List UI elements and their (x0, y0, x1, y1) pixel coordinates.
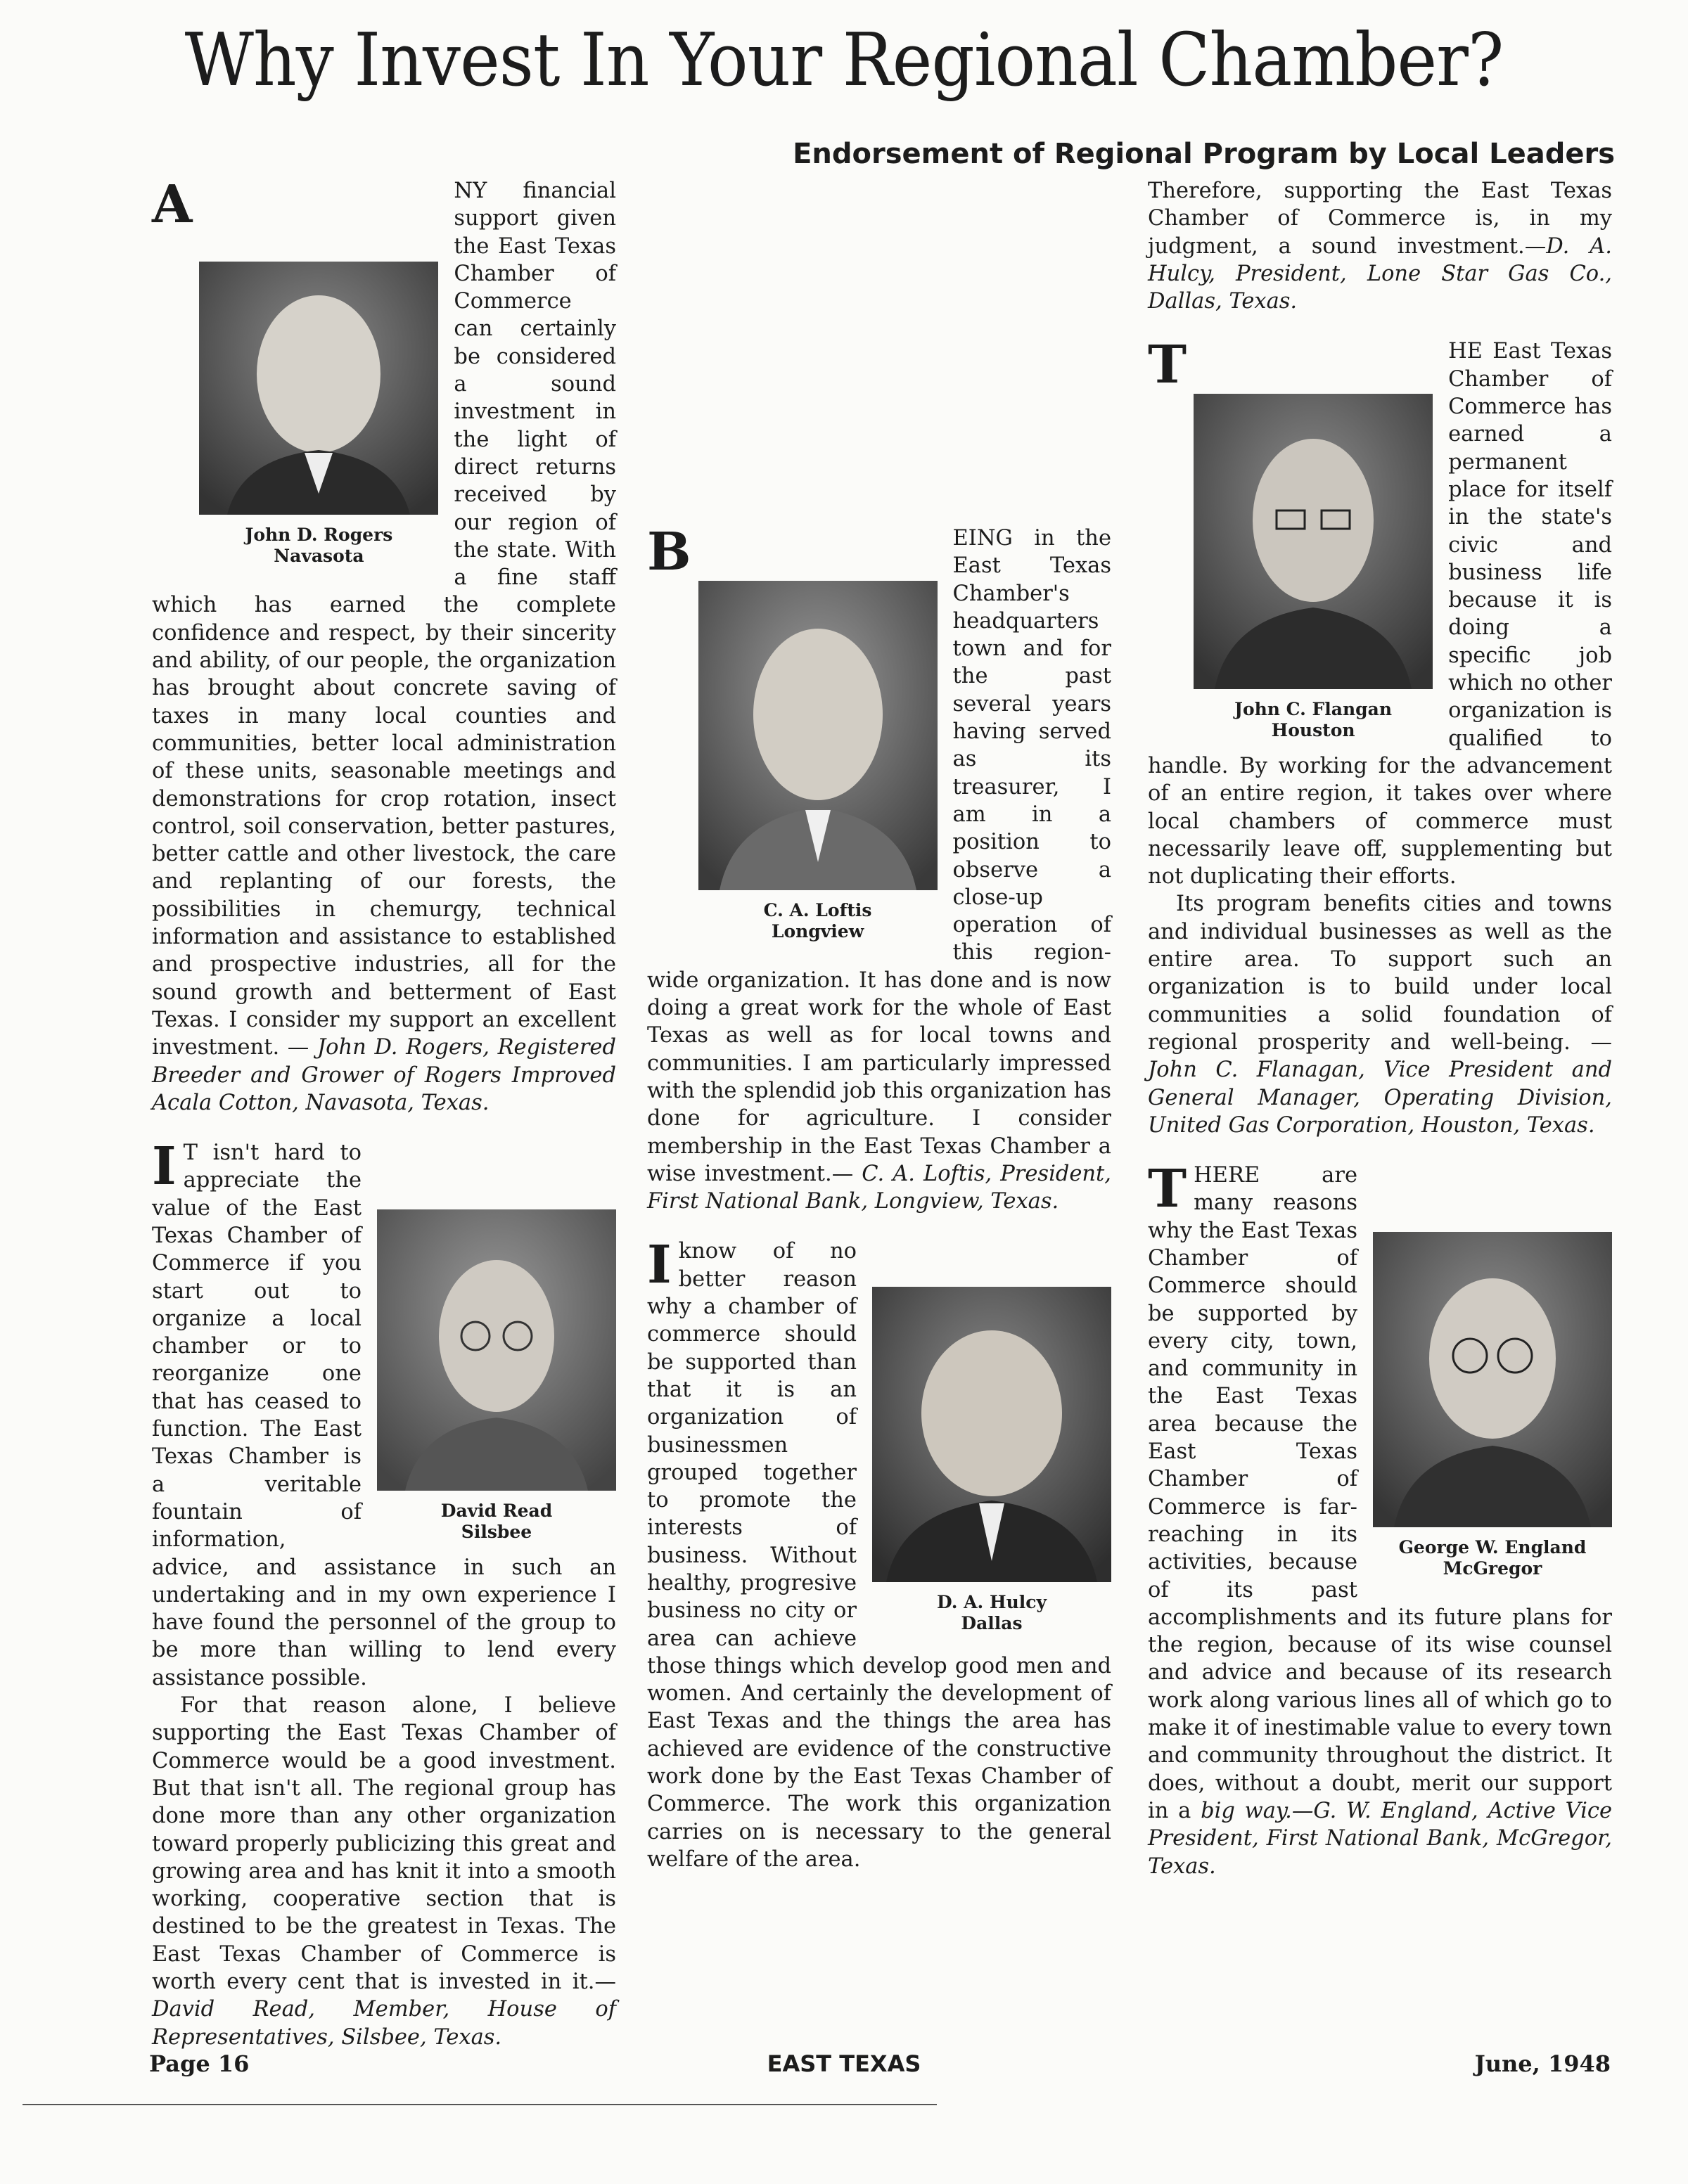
read-endorsement (152, 1136, 616, 2051)
page-title: Why Invest In Your Regional Chamber? (184, 17, 1504, 103)
read-caption-name: David Read (440, 1501, 553, 1522)
flanagan-caption (1194, 699, 1433, 741)
column-1 (152, 174, 616, 2050)
flanagan-photo-block (1194, 394, 1433, 741)
hulcy-attribution: D. A. Hulcy, President, Lone Star Gas Co., Dallas, Texas. (1148, 233, 1612, 314)
read-attribution: David Read, Member, House of Representatives, Silsbee, Texas. (152, 1997, 616, 2050)
flanagan-paragraph-2 (1148, 890, 1612, 1139)
loftis-endorsement (647, 522, 1111, 1215)
england-portrait-photo (1373, 1232, 1612, 1527)
hulcy-continued (1148, 177, 1612, 315)
hulcy-portrait-photo (872, 1287, 1111, 1582)
read-caption-place: Silsbee (461, 1522, 532, 1543)
england-emphasis: big way. (1201, 1798, 1292, 1823)
column-3 (1148, 177, 1612, 2005)
loftis-portrait-photo (698, 581, 938, 890)
read-text-1: T isn't hard to appreciate the value of the East Texas Chamber of Commerce if you start out to organize a local chamber or to reorganize one that has ceased to function. The East Texas Chamber is a veritable fountain of information, advice, and assistance in such an undertaking and in my own experience I have found the personnel of the group to be more than willing to lend every assistance possible. (152, 1141, 616, 1690)
dropcap: I (152, 1136, 177, 1197)
loftis-photo-block (698, 581, 938, 942)
flanagan-text-1: HE East Texas Chamber of Commerce has earned a permanent place for itself in the state's civic and business life because it is doing a specific job which no other organization is qualified to handle. By working for the advancement of an entire region, it takes over where local chambers of commerce must necessarily leave off, supplementing but not duplicating their efforts. (1148, 339, 1612, 889)
footer-page-number: Page 16 (149, 2050, 250, 2077)
footer-date: June, 1948 (1474, 2050, 1611, 2077)
dropcap: I (647, 1235, 672, 1296)
rogers-attribution: John D. Rogers, Registered Breeder and Grower of Rogers Improved Acala Cotton, Navasota, Texas. (152, 1035, 616, 1115)
footer-magazine-name: EAST TEXAS (767, 2050, 921, 2077)
england-caption (1373, 1537, 1612, 1579)
rogers-photo-block (199, 262, 438, 567)
read-paragraph-2 (152, 1692, 616, 2051)
dropcap: B (647, 522, 691, 582)
read-text-2: For that reason alone, I believe supporting the East Texas Chamber of Commerce would be a good investment. But that isn't all. The regional group has done more than any other organization toward properly publicizing this great and growing area and has knit it into a smooth working, cooperative section that is destined to be the greatest in Texas. The East Texas Chamber of Commerce is worth every cent that is invested in it.— (152, 1693, 616, 1994)
rogers-caption (199, 525, 438, 567)
flanagan-attribution: John C. Flanagan, Vice President and General Manager, Operating Division, United Gas Corporation, Houston, Texas. (1148, 1058, 1612, 1138)
dropcap: A (152, 174, 193, 235)
hulcy-text-2: Therefore, supporting the East Texas Chamber of Commerce is, in my judgment, a sound investment.— (1148, 179, 1612, 259)
england-photo-block (1373, 1232, 1612, 1579)
england-attribution: —G. W. England, Active Vice President, First National Bank, McGregor, Texas. (1148, 1798, 1612, 1879)
hulcy-text-1: know of no better reason why a chamber of commerce should be supported than that it is an organization of businessmen grouped together to promote the interests of business. Without healthy, progresive business no city or area can achieve those things which develop good men and women. And certainly the development of East Texas and the things the area has achieved are evidence of the constructive work done by the East Texas Chamber of Commerce. The work this organization carries on is necessary to the general welfare of the area. (647, 1239, 1111, 1872)
england-caption-place: McGregor (1443, 1558, 1542, 1579)
flanagan-portrait-photo (1194, 394, 1433, 689)
loftis-attribution: C. A. Loftis, President, First National Bank, Longview, Texas. (647, 1161, 1111, 1214)
flanagan-endorsement (1148, 335, 1612, 1139)
hulcy-caption-place: Dallas (961, 1613, 1023, 1634)
england-caption-name: George W. England (1398, 1537, 1587, 1558)
loftis-caption (698, 900, 938, 942)
hulcy-endorsement (647, 1235, 1111, 1873)
read-photo-block (377, 1209, 616, 1543)
england-endorsement (1148, 1159, 1612, 1880)
rogers-portrait-photo (199, 262, 438, 515)
dropcap: T (1148, 1159, 1187, 1220)
hulcy-photo-block (872, 1287, 1111, 1634)
hulcy-caption (872, 1592, 1111, 1634)
loftis-caption-name: C. A. Loftis (763, 900, 872, 920)
page-subtitle: Endorsement of Regional Program by Local Leaders (793, 138, 1615, 170)
dropcap: T (1148, 335, 1187, 396)
read-caption (377, 1501, 616, 1543)
rogers-caption-name: John D. Rogers (245, 525, 393, 545)
flanagan-caption-name: John C. Flangan (1234, 699, 1393, 720)
rogers-endorsement (152, 174, 616, 1117)
rogers-text: NY financial support given the East Texas Chamber of Commerce can certainly be considered a sound investment in the light of direct returns received by our region of the state. With a fine staff which has earned the complete confidence and respect, by their sincerity and ability, of our people, the organization has brought about concrete saving of taxes in many local counties and communities, better local administration of these units, seasonable meetings and demonstrations for crop rotation, insect control, soil conservation, better pastures, better cattle and other livestock, the care and replanting of our forests, the possibilities in chemurgy, technical information and assistance to established and prospective industries, all for the sound growth and betterment of East Texas. I consider my support an excellent investment. — (152, 179, 616, 1060)
rogers-caption-place: Navasota (274, 546, 364, 566)
loftis-text: EING in the East Texas Chamber's headquarters town and for the past several years having served as its treasurer, I am in a position to observe a close-up operation of this region-wide organization. It has done and is now doing a great work for the whole of East Texas as well as for local towns and communities. I am particularly impressed with the splendid job this organization has done for agriculture. I consider membership in the East Texas Chamber a wise investment.— (647, 526, 1111, 1186)
england-text: HERE are many reasons why the East Texas Chamber of Commerce should be supported by every city, town, and community in the East Texas area because the East Texas Chamber of Commerce is far-reaching in its activities, because of its past accomplishments and its future plans for the region, because of its wise counsel and advice and because of its research work along various lines all of which go to make it of inestimable value to every town and community throughout the district. It does, without a doubt, merit our support in a (1148, 1163, 1612, 1823)
column-2 (647, 194, 1111, 2022)
loftis-caption-place: Longview (771, 921, 864, 942)
hulcy-caption-name: D. A. Hulcy (936, 1592, 1047, 1613)
flanagan-caption-place: Houston (1271, 720, 1355, 741)
read-portrait-photo (377, 1209, 616, 1491)
flanagan-text-2: Its program benefits cities and towns and individual businesses as well as the entire area. To support such an organization is to build under local communities a solid foundation of regional prosperity and well-being. — (1148, 892, 1612, 1055)
footer-rule (23, 2104, 937, 2105)
